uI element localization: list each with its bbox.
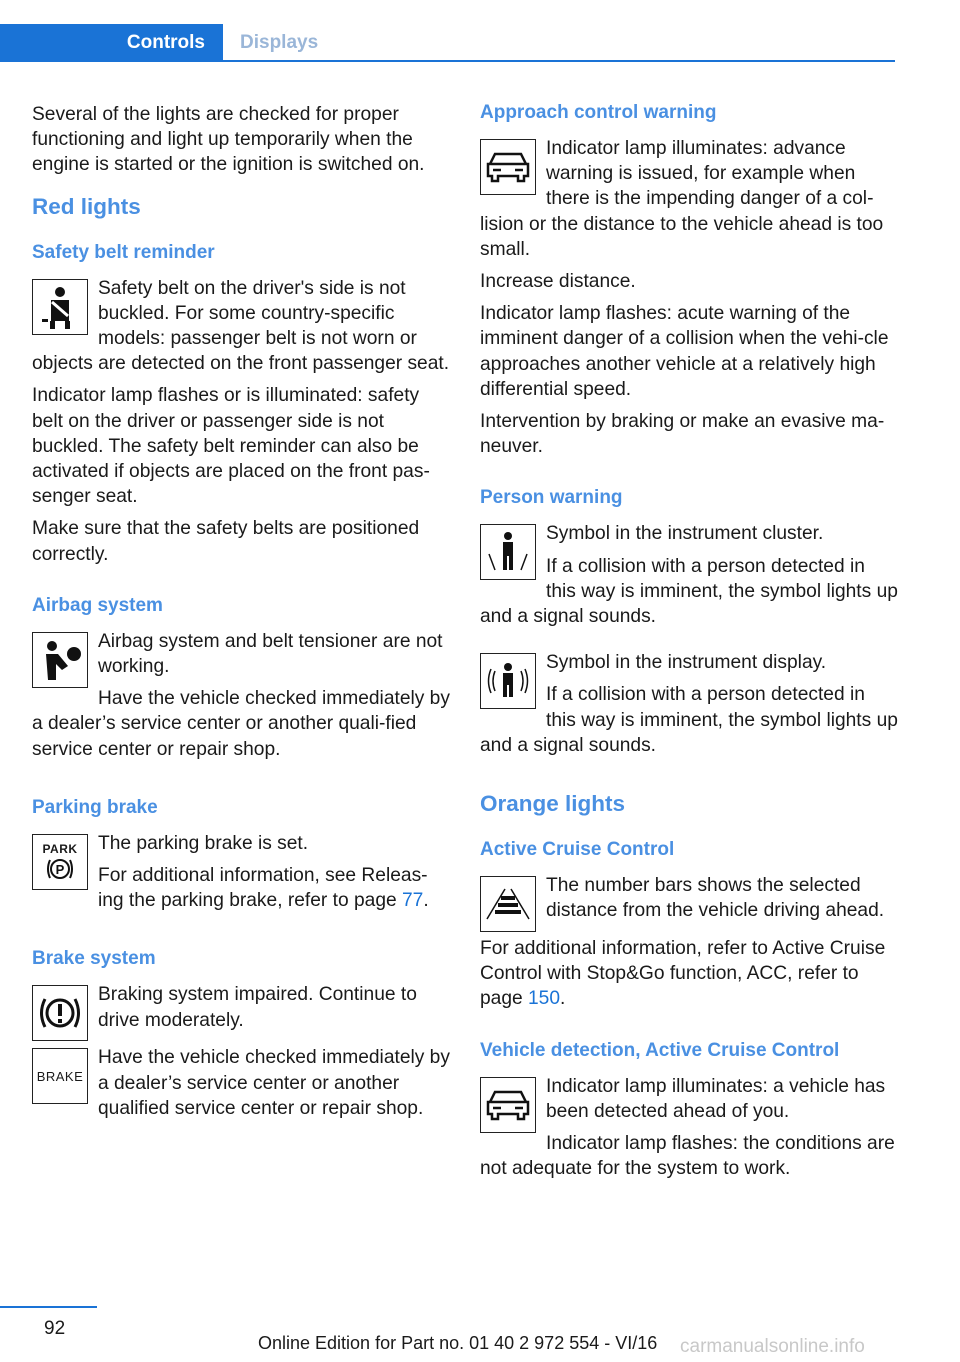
- vehicle-detected-icon: [480, 1077, 536, 1133]
- heading-active-cruise-control: Active Cruise Control: [480, 839, 675, 861]
- tab-displays[interactable]: Displays: [240, 32, 319, 53]
- approach-text-2: Increase distance.: [480, 271, 636, 293]
- intro-text: Several of the lights are checked for proper functioning and light up temporarily when the engine is started or the ignition is switched on.: [32, 104, 425, 176]
- heading-person-warning: Person warning: [480, 487, 623, 509]
- heading-vehicle-detection: Vehicle detection, Active Cruise Control: [480, 1039, 840, 1061]
- pedestrian-display-icon: [480, 653, 536, 709]
- seatbelt-text-3: Make sure that the safety belts are positioned correctly.: [32, 518, 420, 565]
- brake-warning-icon: [32, 985, 88, 1041]
- vehicle-text-2: Indicator lamp flashes: the conditions are not adequate for the system to work.: [480, 1133, 895, 1180]
- approach-text-4: Intervention by braking or make an evasive ma-neuver.: [480, 411, 885, 458]
- page-link-150[interactable]: 150: [528, 988, 561, 1010]
- edition-note: Online Edition for Part no. 01 40 2 972 554 - VI/16: [258, 1333, 658, 1353]
- airbag-text-2: Have the vehicle checked immediately by a dealer’s service center or another quali-fied service center or repair shop.: [32, 688, 450, 760]
- acc-text-1: The number bars shows the selected distance from the vehicle driving ahead.: [546, 875, 885, 922]
- parking-text-2: For additional information, see Releas-ing the parking brake, refer to page 77.: [98, 865, 429, 912]
- person-text-1: Symbol in the instrument cluster.: [546, 523, 824, 545]
- header-tabbar: [0, 24, 895, 62]
- svg-text:P: P: [55, 861, 65, 877]
- watermark: carmanualsonline.info: [680, 1336, 865, 1357]
- tab-controls[interactable]: Controls: [0, 24, 223, 62]
- brake-text-1: Braking system impaired. Continue to drive moderately.: [98, 984, 417, 1031]
- heading-airbag-system: Airbag system: [32, 594, 163, 616]
- heading-orange-lights: Orange lights: [480, 791, 626, 817]
- heading-brake-system: Brake system: [32, 948, 156, 970]
- parking-brake-icon: [32, 834, 88, 890]
- heading-parking-brake: Parking brake: [32, 796, 158, 818]
- person-text-3: Symbol in the instrument display.: [546, 652, 827, 674]
- page-link-77[interactable]: 77: [402, 890, 424, 912]
- heading-safety-belt-reminder: Safety belt reminder: [32, 241, 215, 263]
- page-number-rule: [0, 1306, 97, 1308]
- airbag-icon: [32, 632, 88, 688]
- pedestrian-icon: [480, 524, 536, 580]
- car-front-icon: [480, 139, 536, 195]
- airbag-text-1: Airbag system and belt tensioner are not working.: [98, 630, 443, 678]
- person-text-2: If a collision with a person detected in this way is imminent, the symbol lights up and a signal sounds.: [480, 555, 898, 628]
- seatbelt-text-1: Safety belt on the driver's side is not buckled. For some country-specific models: passenger belt is not worn or objects are detected on the front passenger seat.: [32, 277, 450, 375]
- heading-red-lights: Red lights: [32, 193, 141, 219]
- right-column: [480, 102, 898, 1188]
- brake-text-2: Have the vehicle checked immediately by a dealer’s service center or another qualified service center or repair shop.: [98, 1047, 450, 1119]
- brake-text-icon: [32, 1048, 88, 1104]
- seatbelt-text-2: Indicator lamp flashes or is illuminated: safety belt on the driver or passenger side is not buckled. The safety belt reminder can also be activated if objects are placed on the front pas-senger seat.: [32, 385, 430, 508]
- seatbelt-icon: [32, 279, 88, 335]
- person-text-4: If a collision with a person detected in this way is imminent, the symbol lights up and a signal sounds.: [480, 684, 898, 756]
- parking-text-1: The parking brake is set.: [98, 832, 309, 854]
- brake-icon-label: BRAKE: [36, 1068, 84, 1084]
- vehicle-text-1: Indicator lamp illuminates: a vehicle has been detected ahead of you.: [546, 1075, 886, 1122]
- left-column: [32, 102, 450, 1128]
- approach-text-3: Indicator lamp flashes: acute warning of the imminent danger of a collision when the vehi-cle approaches another vehicle at a relatively high differential speed.: [480, 303, 889, 400]
- heading-approach-control-warning: Approach control warning: [480, 102, 717, 123]
- parking-icon-label: PARK: [42, 841, 78, 856]
- page-number: 92: [44, 1318, 66, 1339]
- approach-text-1: Indicator lamp illuminates: advance warning is issued, for example when there is the impending danger of a col-lision or the distance to the vehicle ahead is too small.: [480, 138, 884, 260]
- acc-text-2: For additional information, refer to Active Cruise Control with Stop&Go function, ACC, refer to page 150.: [480, 938, 886, 1010]
- distance-bars-icon: [480, 876, 536, 932]
